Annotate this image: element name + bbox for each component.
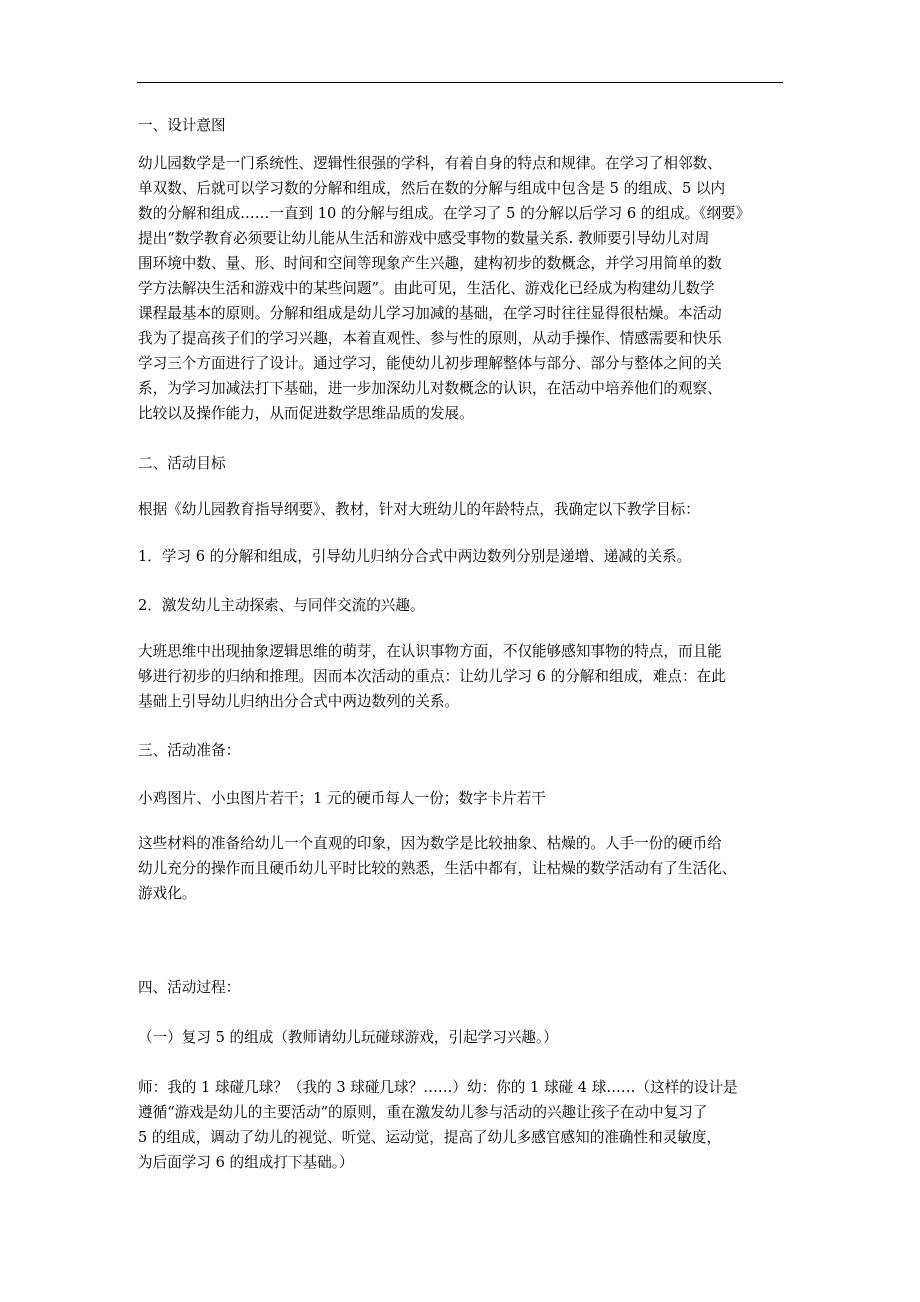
goal-item: 1．学习 6 的分解和组成，引导幼儿归纳分合式中两边数列分别是递增、递减的关系。 xyxy=(138,548,692,565)
paragraph-line: 我为了提高孩子们的学习兴趣，本着直观性、参与性的原则，从动手操作、情感需要和快乐 xyxy=(138,330,722,347)
section-heading-process: 四、活动过程： xyxy=(138,979,241,996)
section-heading-activity-goals: 二、活动目标 xyxy=(138,455,226,472)
paragraph-line: 单双数、后就可以学习数的分解和组成，然后在数的分解与组成中包含是 5 的组成、5 以内 xyxy=(138,180,726,197)
paragraph-line: 比较以及操作能力，从而促进数学思维品质的发展。 xyxy=(138,405,474,422)
goal-item: 2．激发幼儿主动探索、与同伴交流的兴趣。 xyxy=(138,597,425,614)
section-heading-preparation: 三、活动准备： xyxy=(138,742,241,759)
paragraph-line: 小鸡图片、小虫图片若干；1 元的硬币每人一份；数字卡片若干 xyxy=(138,790,546,807)
paragraph-line: 系，为学习加减法打下基础，进一步加深幼儿对数概念的认识，在活动中培养他们的观察、 xyxy=(138,380,722,397)
paragraph-line: 5 的组成，调动了幼儿的视觉、听觉、运动觉，提高了幼儿多感官感知的准确性和灵敏度， xyxy=(138,1129,722,1146)
paragraph-line: 学习三个方面进行了设计。通过学习，能使幼儿初步理解整体与部分、部分与整体之间的关 xyxy=(138,355,722,372)
paragraph-line: 学方法解决生活和游戏中的某些问题”。由此可见，生活化、游戏化已经成为构建幼儿数学 xyxy=(138,280,715,297)
paragraph-line: 师：我的 1 球碰几球？（我的 3 球碰几球？……）幼：你的 1 球碰 4 球……（这样的设计是 xyxy=(138,1079,738,1096)
paragraph-line: （一）复习 5 的组成（教师请幼儿玩碰球游戏，引起学习兴趣。） xyxy=(138,1029,558,1046)
paragraph-line: 为后面学习 6 的组成打下基础。） xyxy=(138,1154,354,1171)
paragraph-line: 提出“数学教育必须要让幼儿能从生活和游戏中感受事物的数量关系. 教师要引导幼儿对周 xyxy=(138,230,710,247)
paragraph-line: 基础上引导幼儿归纳出分合式中两边数列的关系。 xyxy=(138,693,460,710)
header-rule xyxy=(137,82,783,83)
paragraph-line: 课程最基本的原则。分解和组成是幼儿学习加减的基础，在学习时往往显得很枯燥。本活动 xyxy=(138,305,722,322)
paragraph-line: 围环境中数、量、形、时间和空间等现象产生兴趣，建构初步的数概念，并学习用简单的数 xyxy=(138,255,722,272)
paragraph-line: 遵循“游戏是幼儿的主要活动”的原则，重在激发幼儿参与活动的兴趣让孩子在动中复习了 xyxy=(138,1104,708,1121)
section-heading-design-intent: 一、设计意图 xyxy=(138,117,226,134)
paragraph-line: 大班思维中出现抽象逻辑思维的萌芽，在认识事物方面，不仅能够感知事物的特点，而且能 xyxy=(138,643,722,660)
paragraph-line: 根据《幼儿园教育指导纲要》、教材，针对大班幼儿的年龄特点，我确定以下教学目标： xyxy=(138,501,700,518)
paragraph-line: 够进行初步的归纳和推理。因而本次活动的重点：让幼儿学习 6 的分解和组成，难点：在此 xyxy=(138,668,726,685)
paragraph-line: 游戏化。 xyxy=(138,885,197,902)
paragraph-line: 幼儿充分的操作而且硬币幼儿平时比较的熟悉，生活中都有，让枯燥的数学活动有了生活化、 xyxy=(138,860,737,877)
paragraph-line: 数的分解和组成……一直到 10 的分解与组成。在学习了 5 的分解以后学习 6 的组成。《纲要》 xyxy=(138,205,751,222)
paragraph-line: 这些材料的准备给幼儿一个直观的印象，因为数学是比较抽象、枯燥的。人手一份的硬币给 xyxy=(138,835,722,852)
paragraph-line: 幼儿园数学是一门系统性、逻辑性很强的学科，有着自身的特点和规律。在学习了相邻数、 xyxy=(138,155,722,172)
